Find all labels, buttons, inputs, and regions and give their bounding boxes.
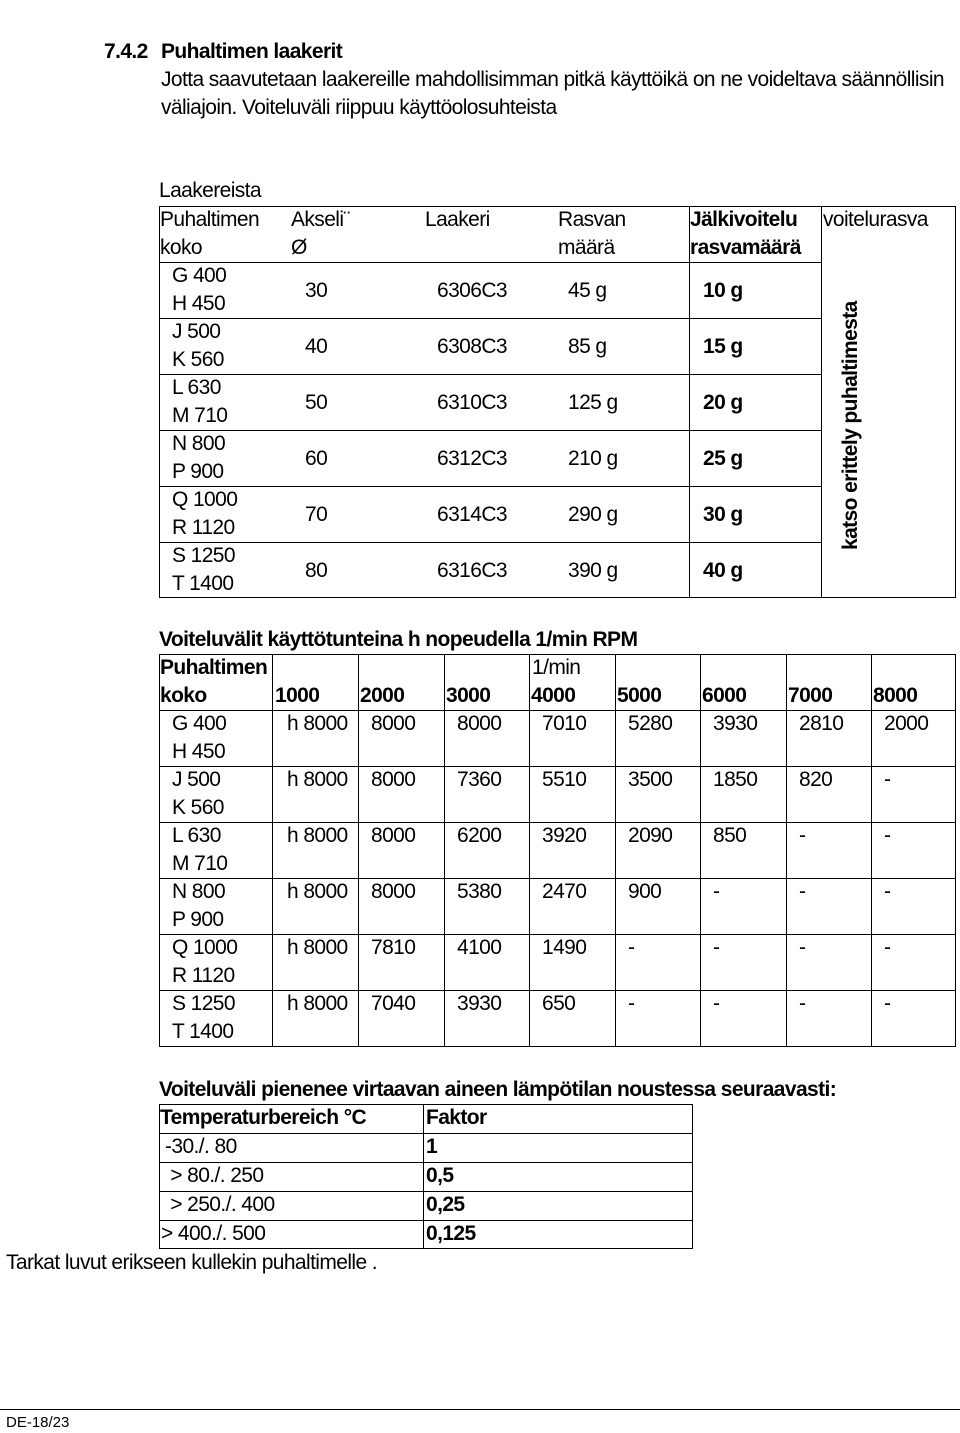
interval-value: - (799, 824, 806, 847)
size-label: P 900 (172, 460, 224, 483)
bearing-code: 6314C3 (437, 503, 507, 526)
header-speed: 7000 (788, 684, 833, 707)
interval-value: - (884, 880, 891, 903)
interval-value: - (628, 936, 635, 959)
grease-amount: 210 g (568, 447, 618, 470)
intro-text-line-1: Jotta saavutetaan laakereille mahdollisimman pitkä käyttöikä on ne voideltava säännöllisin (161, 68, 944, 91)
header-temperature-range: Temperaturbereich °C (160, 1106, 367, 1129)
interval-value: h 8000 (287, 712, 348, 735)
header-size-line-2: koko (160, 684, 207, 707)
grease-type-side-note: katso erittely puhaltimesta (839, 301, 862, 550)
shaft-diameter: 60 (305, 447, 328, 470)
bearing-code: 6316C3 (437, 559, 507, 582)
size-label: J 500 (172, 768, 221, 791)
header-relub-line-1: Jälkivoitelu (690, 208, 798, 231)
size-label: S 1250 (172, 992, 235, 1015)
interval-value: 1490 (542, 936, 587, 959)
bearing-code: 6312C3 (437, 447, 507, 470)
header-grease-line-1: Rasvan (558, 208, 626, 231)
header-speed: 4000 (531, 684, 576, 707)
size-label: H 450 (172, 740, 226, 763)
bearings-caption: Laakereista (159, 179, 261, 202)
header-speed: 1000 (275, 684, 320, 707)
size-label: K 560 (172, 348, 224, 371)
interval-value: 4100 (457, 936, 502, 959)
interval-value: 8000 (371, 712, 416, 735)
interval-value: h 8000 (287, 992, 348, 1015)
interval-value: h 8000 (287, 880, 348, 903)
size-label: L 630 (172, 376, 221, 399)
relub-amount: 30 g (703, 503, 743, 526)
interval-value: 650 (542, 992, 576, 1015)
header-size-line-1: Puhaltimen (160, 656, 268, 679)
temperature-table (159, 1104, 693, 1249)
header-speed: 3000 (446, 684, 491, 707)
interval-value: 8000 (371, 880, 416, 903)
shaft-diameter: 80 (305, 559, 328, 582)
size-label: G 400 (172, 712, 227, 735)
interval-value: - (628, 992, 635, 1015)
size-label: J 500 (172, 320, 221, 343)
interval-value: h 8000 (287, 824, 348, 847)
interval-value: 5280 (628, 712, 673, 735)
temperature-factor: 0,5 (426, 1164, 454, 1187)
bearing-code: 6310C3 (437, 391, 507, 414)
interval-value: 8000 (371, 824, 416, 847)
relub-amount: 40 g (703, 559, 743, 582)
footer-code: DE-18/23 (6, 1414, 70, 1431)
interval-value: 7010 (542, 712, 587, 735)
size-label: Q 1000 (172, 488, 238, 511)
header-speed: 5000 (617, 684, 662, 707)
section-title: Puhaltimen laakerit (161, 40, 343, 63)
grease-amount: 125 g (568, 391, 618, 414)
size-label: N 800 (172, 880, 226, 903)
size-label: R 1120 (172, 516, 235, 539)
bearings-table (159, 206, 956, 598)
interval-value: - (799, 936, 806, 959)
section-number: 7.4.2 (104, 40, 148, 63)
interval-value: 5510 (542, 768, 587, 791)
shaft-diameter: 70 (305, 503, 328, 526)
temperature-factor: 1 (426, 1135, 438, 1158)
relub-amount: 25 g (703, 447, 743, 470)
header-speed: 2000 (360, 684, 405, 707)
interval-value: 6200 (457, 824, 502, 847)
header-unit: 1/min (532, 656, 581, 679)
header-speed: 8000 (873, 684, 918, 707)
header-grease-line-2: määrä (558, 236, 615, 259)
shaft-diameter: 30 (305, 279, 328, 302)
note-text: Tarkat luvut erikseen kullekin puhaltimelle . (6, 1251, 378, 1274)
bearing-code: 6306C3 (437, 279, 507, 302)
size-label: S 1250 (172, 544, 235, 567)
size-label: L 630 (172, 824, 221, 847)
grease-amount: 45 g (568, 279, 607, 302)
size-label: M 710 (172, 404, 228, 427)
interval-value: 8000 (371, 768, 416, 791)
interval-value: 2090 (628, 824, 673, 847)
header-grease-type: voitelurasva (823, 208, 928, 231)
footer-rule (0, 1409, 960, 1410)
temperature-range: > 80./. 250 (165, 1164, 264, 1187)
interval-value: - (884, 768, 891, 791)
interval-value: - (799, 992, 806, 1015)
interval-value: 850 (713, 824, 747, 847)
temperature-range: > 400./. 500 (161, 1222, 266, 1245)
interval-value: - (884, 824, 891, 847)
header-bearing: Laakeri (425, 208, 490, 231)
interval-value: 5380 (457, 880, 502, 903)
header-factor: Faktor (426, 1106, 487, 1129)
shaft-diameter: 40 (305, 335, 328, 358)
size-label: T 1400 (172, 572, 234, 595)
size-label: G 400 (172, 264, 227, 287)
interval-value: - (884, 992, 891, 1015)
intervals-table (159, 654, 956, 1047)
grease-amount: 390 g (568, 559, 618, 582)
relub-amount: 15 g (703, 335, 743, 358)
size-label: N 800 (172, 432, 226, 455)
interval-value: 3500 (628, 768, 673, 791)
temperature-range: -30./. 80 (165, 1135, 237, 1158)
size-label: Q 1000 (172, 936, 238, 959)
size-label: M 710 (172, 852, 228, 875)
interval-value: - (713, 936, 720, 959)
interval-value: 2810 (799, 712, 844, 735)
header-size-line-1: Puhaltimen (160, 208, 260, 231)
interval-value: 7810 (371, 936, 416, 959)
interval-value: h 8000 (287, 768, 348, 791)
interval-value: - (713, 992, 720, 1015)
size-label: H 450 (172, 292, 226, 315)
interval-value: 3930 (457, 992, 502, 1015)
header-speed: 6000 (702, 684, 747, 707)
header-shaft-line-2: Ø (291, 236, 307, 259)
relub-amount: 10 g (703, 279, 743, 302)
interval-value: h 8000 (287, 936, 348, 959)
relub-amount: 20 g (703, 391, 743, 414)
size-label: R 1120 (172, 964, 235, 987)
interval-value: 7360 (457, 768, 502, 791)
temperature-factor: 0,125 (426, 1222, 476, 1245)
size-label: T 1400 (172, 1020, 234, 1043)
interval-value: - (799, 880, 806, 903)
interval-value: 3920 (542, 824, 587, 847)
interval-value: 7040 (371, 992, 416, 1015)
header-shaft-line-1: Akseli¨ (291, 208, 350, 231)
size-label: P 900 (172, 908, 224, 931)
intervals-caption: Voiteluvälit käyttötunteina h nopeudella 1/min RPM (159, 628, 638, 651)
header-size-line-2: koko (160, 236, 202, 259)
grease-amount: 290 g (568, 503, 618, 526)
interval-value: 2000 (884, 712, 929, 735)
interval-value: 8000 (457, 712, 502, 735)
interval-value: 2470 (542, 880, 587, 903)
header-relub-line-2: rasvamäärä (690, 236, 801, 259)
grease-amount: 85 g (568, 335, 607, 358)
interval-value: 820 (799, 768, 833, 791)
interval-value: - (713, 880, 720, 903)
shaft-diameter: 50 (305, 391, 328, 414)
interval-value: 900 (628, 880, 662, 903)
interval-value: 3930 (713, 712, 758, 735)
temperature-range: > 250./. 400 (165, 1193, 275, 1216)
temperature-factor: 0,25 (426, 1193, 465, 1216)
intro-text-line-2: väliajoin. Voiteluväli riippuu käyttöolosuhteista (161, 96, 557, 119)
interval-value: - (884, 936, 891, 959)
interval-value: 1850 (713, 768, 758, 791)
bearing-code: 6308C3 (437, 335, 507, 358)
temperature-caption: Voiteluväli pienenee virtaavan aineen lämpötilan noustessa seuraavasti: (159, 1078, 837, 1101)
size-label: K 560 (172, 796, 224, 819)
